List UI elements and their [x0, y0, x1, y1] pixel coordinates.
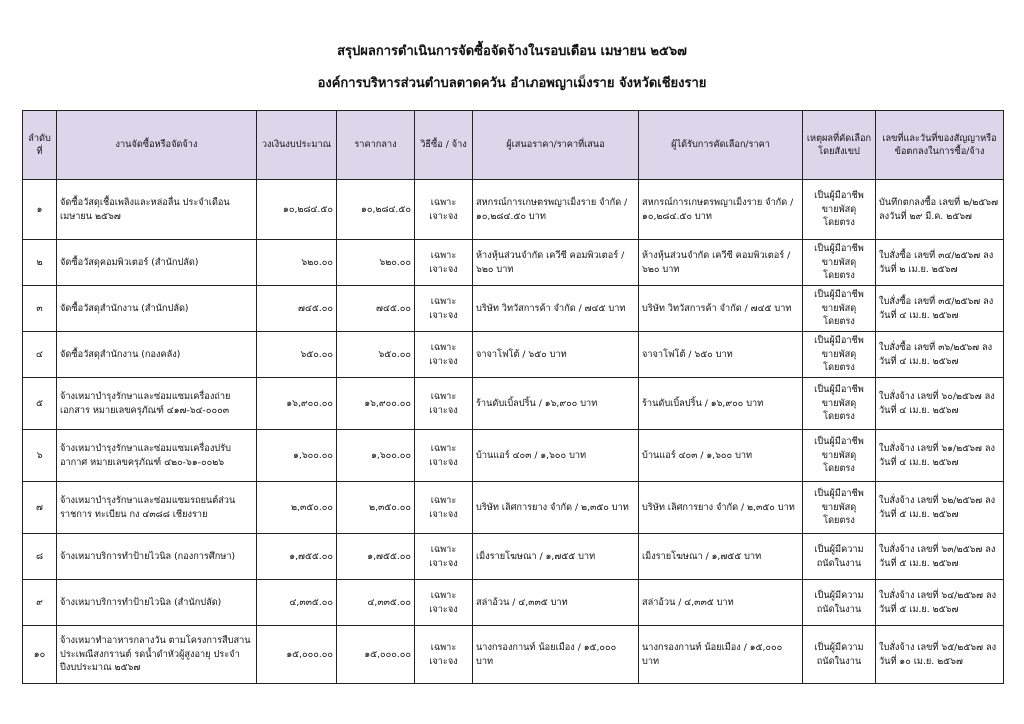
cell-bidder: ร้านดับเบิ้ลปริ้น / ๑๖,๙๐๐ บาท [473, 378, 639, 430]
cell-winner: จาจาโฟโต้ / ๖๕๐ บาท [639, 332, 803, 378]
cell-reason: เป็นผู้มีอาชีพขายพัสดุโดยตรง [803, 180, 876, 240]
cell-item: จ้างเหมาบริการทำป้ายไวนิล (กองการศึกษา) [57, 534, 257, 580]
cell-winner: นางกรองกานท์ น้อยเมือง / ๑๕,๐๐๐ บาท [639, 626, 803, 684]
col-header-bidder: ผู้เสนอราคา/ราคาที่เสนอ [473, 111, 639, 180]
table-row [23, 482, 1004, 534]
cell-method: เฉพาะเจาะจง [415, 180, 473, 240]
cell-bidder: นางกรองกานท์ น้อยเมือง / ๑๕,๐๐๐ บาท [473, 626, 639, 684]
cell-budget: ๖๕๐.๐๐ [257, 332, 337, 378]
table-row [23, 626, 1004, 684]
cell-item: จัดซื้อวัสดุสำนักงาน (สำนักปลัด) [57, 286, 257, 332]
cell-reason: เป็นผู้มีอาชีพขายพัสดุโดยตรง [803, 482, 876, 534]
cell-budget: ๑,๖๐๐.๐๐ [257, 430, 337, 482]
cell-bidder: สหกรณ์การเกษตรพญาเม็งราย จำกัด / ๑๐,๒๘๔.๕๐ บาท [473, 180, 639, 240]
cell-bidder: บริษัท เลิศการยาง จำกัด / ๒,๓๕๐ บาท [473, 482, 639, 534]
cell-winner: บริษัท เลิศการยาง จำกัด / ๒,๓๕๐ บาท [639, 482, 803, 534]
cell-winner: เม็งรายโฆษณา / ๑,๗๕๕ บาท [639, 534, 803, 580]
cell-contract: ใบสั่งจ้าง เลขที่ ๖๒/๒๕๖๗ ลงวันที่ ๕ เม.ย. ๒๕๖๗ [876, 482, 1004, 534]
cell-reason: เป็นผู้มีความถนัดในงาน [803, 626, 876, 684]
table-row [23, 378, 1004, 430]
cell-method: เฉพาะเจาะจง [415, 626, 473, 684]
cell-no: ๓ [23, 286, 57, 332]
cell-winner: บ้านแอร์ ๔๐๓ / ๑,๖๐๐ บาท [639, 430, 803, 482]
cell-budget: ๖๒๐.๐๐ [257, 240, 337, 286]
cell-contract: ใบสั่งจ้าง เลขที่ ๖๐/๒๕๖๗ ลงวันที่ ๔ เม.ย. ๒๕๖๗ [876, 378, 1004, 430]
cell-median-price: ๑๐,๒๘๔.๕๐ [337, 180, 415, 240]
cell-no: ๕ [23, 378, 57, 430]
cell-winner: สล่าอ้วน / ๔,๓๓๕ บาท [639, 580, 803, 626]
cell-item: จ้างเหมาบริการทำป้ายไวนิล (สำนักปลัด) [57, 580, 257, 626]
cell-item: จัดซื้อวัสดุเชื้อเพลิงและหล่อลื่น ประจำเดือนเมษายน ๒๕๖๗ [57, 180, 257, 240]
table-row [23, 534, 1004, 580]
cell-budget: ๑๐,๒๘๔.๕๐ [257, 180, 337, 240]
cell-method: เฉพาะเจาะจง [415, 430, 473, 482]
col-header-method: วิธีซื้อ / จ้าง [415, 111, 473, 180]
cell-reason: เป็นผู้มีความถนัดในงาน [803, 580, 876, 626]
cell-reason: เป็นผู้มีอาชีพขายพัสดุโดยตรง [803, 332, 876, 378]
cell-median-price: ๑,๗๕๕.๐๐ [337, 534, 415, 580]
cell-no: ๒ [23, 240, 57, 286]
table-row [23, 332, 1004, 378]
table-row [23, 286, 1004, 332]
cell-contract: ใบสั่งซื้อ เลขที่ ๓๖/๒๕๖๗ ลงวันที่ ๔ เม.ย. ๒๕๖๗ [876, 332, 1004, 378]
cell-item: จ้างเหมาบำรุงรักษาและซ่อมแซมเครื่องปรับอากาศ หมายเลขครุภัณฑ์ ๔๒๐-๖๑-๐๐๒๖ [57, 430, 257, 482]
cell-item: จ้างเหมาบำรุงรักษาและซ่อมแซมเครื่องถ่ายเอกสาร หมายเลขครุภัณฑ์ ๔๑๗-๖๔-๐๐๐๓ [57, 378, 257, 430]
cell-reason: เป็นผู้มีอาชีพขายพัสดุโดยตรง [803, 286, 876, 332]
cell-median-price: ๑๖,๙๐๐.๐๐ [337, 378, 415, 430]
cell-median-price: ๗๔๕.๐๐ [337, 286, 415, 332]
cell-winner: บริษัท วิทวัสการค้า จำกัด / ๗๔๕ บาท [639, 286, 803, 332]
cell-median-price: ๒,๓๕๐.๐๐ [337, 482, 415, 534]
cell-no: ๔ [23, 332, 57, 378]
cell-item: จัดซื้อวัสดุสำนักงาน (กองคลัง) [57, 332, 257, 378]
cell-median-price: ๖๒๐.๐๐ [337, 240, 415, 286]
cell-method: เฉพาะเจาะจง [415, 240, 473, 286]
cell-no: ๖ [23, 430, 57, 482]
cell-budget: ๗๔๕.๐๐ [257, 286, 337, 332]
cell-budget: ๑๕,๐๐๐.๐๐ [257, 626, 337, 684]
cell-budget: ๒,๓๕๐.๐๐ [257, 482, 337, 534]
cell-method: เฉพาะเจาะจง [415, 482, 473, 534]
cell-winner: สหกรณ์การเกษตรพญาเม็งราย จำกัด / ๑๐,๒๘๔.๕๐ บาท [639, 180, 803, 240]
cell-no: ๗ [23, 482, 57, 534]
cell-contract: ใบสั่งซื้อ เลขที่ ๓๔/๒๕๖๗ ลงวันที่ ๒ เม.ย. ๒๕๖๗ [876, 240, 1004, 286]
table-row [23, 580, 1004, 626]
cell-no: ๑ [23, 180, 57, 240]
cell-reason: เป็นผู้มีอาชีพขายพัสดุโดยตรง [803, 430, 876, 482]
cell-contract: ใบสั่งซื้อ เลขที่ ๓๕/๒๕๖๗ ลงวันที่ ๔ เม.ย. ๒๕๖๗ [876, 286, 1004, 332]
procurement-table [22, 110, 1004, 684]
page-subtitle: องค์การบริหารส่วนตำบลตาดควัน อำเภอพญาเม็งราย จังหวัดเชียงราย [317, 76, 707, 91]
cell-bidder: เม็งรายโฆษณา / ๑,๗๕๕ บาท [473, 534, 639, 580]
cell-bidder: ห้างหุ้นส่วนจำกัด เควีซี คอมพิวเตอร์ / ๖๒๐ บาท [473, 240, 639, 286]
cell-winner: ห้างหุ้นส่วนจำกัด เควีซี คอมพิวเตอร์ / ๖๒๐ บาท [639, 240, 803, 286]
cell-budget: ๔,๓๓๕.๐๐ [257, 580, 337, 626]
cell-reason: เป็นผู้มีอาชีพขายพัสดุโดยตรง [803, 240, 876, 286]
cell-winner: ร้านดับเบิ้ลปริ้น / ๑๖,๙๐๐ บาท [639, 378, 803, 430]
cell-contract: ใบสั่งจ้าง เลขที่ ๖๔/๒๕๖๗ ลงวันที่ ๕ เม.ย. ๒๕๖๗ [876, 580, 1004, 626]
cell-no: ๑๐ [23, 626, 57, 684]
page-title: สรุปผลการดำเนินการจัดซื้อจัดจ้างในรอบเดือน เมษายน ๒๕๖๗ [337, 44, 687, 59]
cell-bidder: บ้านแอร์ ๔๐๓ / ๑,๖๐๐ บาท [473, 430, 639, 482]
cell-bidder: บริษัท วิทวัสการค้า จำกัด / ๗๔๕ บาท [473, 286, 639, 332]
cell-no: ๘ [23, 534, 57, 580]
cell-bidder: สล่าอ้วน / ๔,๓๓๕ บาท [473, 580, 639, 626]
cell-median-price: ๑๕,๐๐๐.๐๐ [337, 626, 415, 684]
cell-median-price: ๑,๖๐๐.๐๐ [337, 430, 415, 482]
cell-method: เฉพาะเจาะจง [415, 534, 473, 580]
cell-contract: ใบสั่งจ้าง เลขที่ ๖๑/๒๕๖๗ ลงวันที่ ๔ เม.ย. ๒๕๖๗ [876, 430, 1004, 482]
cell-no: ๙ [23, 580, 57, 626]
col-header-budget: วงเงินงบประมาณ [257, 111, 337, 180]
cell-item: จ้างเหมาบำรุงรักษาและซ่อมแซมรถยนต์ส่วนราชการ ทะเบียน กง ๔๓๘๘ เชียงราย [57, 482, 257, 534]
cell-method: เฉพาะเจาะจง [415, 286, 473, 332]
cell-item: จ้างเหมาทำอาหารกลางวัน ตามโครงการสืบสานประเพณีสงกรานต์ รดน้ำดำหัวผู้สูงอายุ ประจำปีงบประมาณ ๒๕๖๗ [57, 626, 257, 684]
col-header-contract: เลขที่และวันที่ของสัญญาหรือข้อตกลงในการซื้อ/จ้าง [876, 111, 1004, 180]
col-header-item: งานจัดซื้อหรือจัดจ้าง [57, 111, 257, 180]
cell-reason: เป็นผู้มีความถนัดในงาน [803, 534, 876, 580]
table-row [23, 430, 1004, 482]
col-header-median-price: ราคากลาง [337, 111, 415, 180]
cell-contract: ใบสั่งจ้าง เลขที่ ๖๓/๒๕๖๗ ลงวันที่ ๕ เม.ย. ๒๕๖๗ [876, 534, 1004, 580]
table-row [23, 180, 1004, 240]
cell-method: เฉพาะเจาะจง [415, 580, 473, 626]
cell-method: เฉพาะเจาะจง [415, 332, 473, 378]
cell-item: จัดซื้อวัสดุคอมพิวเตอร์ (สำนักปลัด) [57, 240, 257, 286]
cell-bidder: จาจาโฟโต้ / ๖๕๐ บาท [473, 332, 639, 378]
table-row [23, 240, 1004, 286]
cell-contract: บันทึกตกลงซื้อ เลขที่ ๒/๒๕๖๗ ลงวันที่ ๒๙ มี.ค. ๒๕๖๗ [876, 180, 1004, 240]
cell-method: เฉพาะเจาะจง [415, 378, 473, 430]
cell-budget: ๑๖,๙๐๐.๐๐ [257, 378, 337, 430]
cell-median-price: ๖๕๐.๐๐ [337, 332, 415, 378]
cell-median-price: ๔,๓๓๕.๐๐ [337, 580, 415, 626]
col-header-reason: เหตุผลที่คัดเลือกโดยสังเขป [803, 111, 876, 180]
col-header-no: ลำดับที่ [23, 111, 57, 180]
col-header-winner: ผู้ได้รับการคัดเลือก/ราคา [639, 111, 803, 180]
cell-contract: ใบสั่งจ้าง เลขที่ ๖๕/๒๕๖๗ ลงวันที่ ๑๐ เม.ย. ๒๕๖๗ [876, 626, 1004, 684]
cell-budget: ๑,๗๕๕.๐๐ [257, 534, 337, 580]
cell-reason: เป็นผู้มีอาชีพขายพัสดุโดยตรง [803, 378, 876, 430]
header-row [23, 111, 1004, 180]
